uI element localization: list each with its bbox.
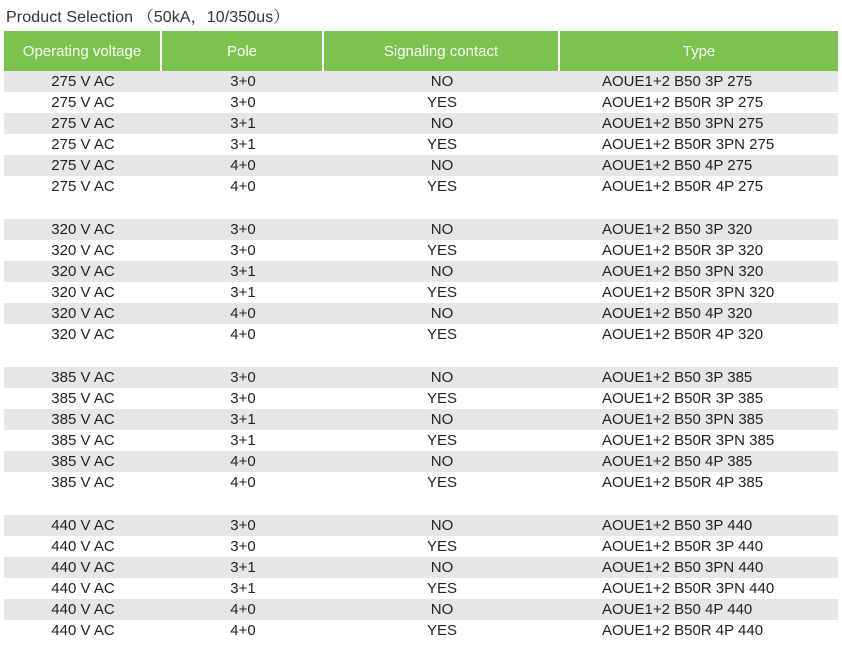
table-row (4, 430, 838, 451)
pole-cell: 3+1 (230, 411, 256, 428)
pole-cell: 3+0 (230, 390, 256, 407)
pole-cell: 4+0 (230, 326, 256, 343)
header-signaling-contact: Signaling contact (324, 31, 560, 71)
pole-cell: 3+0 (230, 94, 256, 111)
signaling-contact-cell: NO (430, 263, 454, 280)
table-row (4, 324, 838, 345)
page-title: Product Selection （50kA，10/350us） (6, 9, 290, 26)
table-row (4, 409, 838, 430)
signaling-contact-cell: YES (426, 94, 457, 111)
signaling-contact-cell: YES (426, 178, 457, 195)
type-cell: AOUE1+2 B50 4P 320 (602, 305, 753, 322)
table-row (4, 536, 838, 557)
voltage-cell: 275 V AC (51, 115, 115, 132)
signaling-contact-cell: NO (430, 305, 454, 322)
table-row (4, 388, 838, 409)
pole-cell: 3+1 (230, 115, 256, 132)
header-type: Type (560, 31, 838, 71)
voltage-cell: 320 V AC (51, 284, 115, 301)
table-row (4, 451, 838, 472)
type-cell: AOUE1+2 B50 3P 275 (602, 73, 753, 90)
pole-cell: 4+0 (230, 601, 256, 618)
voltage-cell: 385 V AC (51, 411, 115, 428)
table-row (4, 578, 838, 599)
voltage-cell: 275 V AC (51, 136, 115, 153)
table-row (4, 219, 838, 240)
type-cell: AOUE1+2 B50R 3P 320 (602, 242, 764, 259)
table-header (4, 31, 838, 71)
table-row (4, 155, 838, 176)
voltage-cell: 385 V AC (51, 390, 115, 407)
pole-cell: 4+0 (230, 305, 256, 322)
voltage-cell: 320 V AC (51, 326, 115, 343)
signaling-contact-cell: YES (426, 390, 457, 407)
type-cell: AOUE1+2 B50 4P 440 (602, 601, 753, 618)
voltage-cell: 320 V AC (51, 221, 115, 238)
type-cell: AOUE1+2 B50R 3PN 385 (602, 432, 775, 449)
type-cell: AOUE1+2 B50R 4P 440 (602, 622, 764, 639)
voltage-cell: 275 V AC (51, 178, 115, 195)
voltage-cell: 440 V AC (51, 580, 115, 597)
type-cell: AOUE1+2 B50R 4P 320 (602, 326, 764, 343)
pole-cell: 3+1 (230, 559, 256, 576)
table-row (4, 134, 838, 155)
voltage-cell: 275 V AC (51, 73, 115, 90)
header-pole: Pole (162, 31, 324, 71)
table-body (4, 71, 838, 641)
type-cell: AOUE1+2 B50 3PN 440 (602, 559, 764, 576)
header-operating-voltage: Operating voltage (4, 31, 162, 71)
signaling-contact-cell: YES (426, 242, 457, 259)
voltage-cell: 320 V AC (51, 263, 115, 280)
table-row (4, 71, 838, 92)
signaling-contact-cell: YES (426, 284, 457, 301)
pole-cell: 4+0 (230, 157, 256, 174)
signaling-contact-cell: NO (430, 157, 454, 174)
table-row (4, 92, 838, 113)
signaling-contact-cell: NO (430, 601, 454, 618)
group-spacer (4, 493, 838, 515)
voltage-cell: 275 V AC (51, 157, 115, 174)
type-cell: AOUE1+2 B50 3P 320 (602, 221, 753, 238)
voltage-cell: 320 V AC (51, 305, 115, 322)
voltage-cell: 385 V AC (51, 369, 115, 386)
signaling-contact-cell: NO (430, 411, 454, 428)
signaling-contact-cell: NO (430, 221, 454, 238)
group-spacer (4, 345, 838, 367)
pole-cell: 3+0 (230, 242, 256, 259)
signaling-contact-cell: NO (430, 453, 454, 470)
pole-cell: 3+0 (230, 517, 256, 534)
voltage-cell: 275 V AC (51, 94, 115, 111)
signaling-contact-cell: NO (430, 517, 454, 534)
signaling-contact-cell: YES (426, 326, 457, 343)
pole-cell: 3+0 (230, 369, 256, 386)
table-row (4, 472, 838, 493)
pole-cell: 4+0 (230, 178, 256, 195)
voltage-cell: 440 V AC (51, 601, 115, 618)
table-row (4, 113, 838, 134)
signaling-contact-cell: YES (426, 538, 457, 555)
type-cell: AOUE1+2 B50R 4P 275 (602, 178, 764, 195)
pole-cell: 3+1 (230, 263, 256, 280)
product-selection-table (4, 31, 838, 641)
voltage-cell: 385 V AC (51, 432, 115, 449)
pole-cell: 3+1 (230, 284, 256, 301)
table-row (4, 303, 838, 324)
table-row (4, 261, 838, 282)
pole-cell: 4+0 (230, 474, 256, 491)
type-cell: AOUE1+2 B50 4P 275 (602, 157, 753, 174)
type-cell: AOUE1+2 B50 4P 385 (602, 453, 753, 470)
voltage-cell: 440 V AC (51, 559, 115, 576)
voltage-cell: 320 V AC (51, 242, 115, 259)
signaling-contact-cell: YES (426, 136, 457, 153)
pole-cell: 3+0 (230, 73, 256, 90)
signaling-contact-cell: NO (430, 115, 454, 132)
type-cell: AOUE1+2 B50R 4P 385 (602, 474, 764, 491)
voltage-cell: 385 V AC (51, 474, 115, 491)
pole-cell: 3+1 (230, 580, 256, 597)
pole-cell: 3+1 (230, 136, 256, 153)
pole-cell: 3+0 (230, 538, 256, 555)
table-row (4, 176, 838, 197)
table-row (4, 240, 838, 261)
signaling-contact-cell: YES (426, 580, 457, 597)
type-cell: AOUE1+2 B50 3PN 320 (602, 263, 764, 280)
type-cell: AOUE1+2 B50 3PN 275 (602, 115, 764, 132)
voltage-cell: 385 V AC (51, 453, 115, 470)
type-cell: AOUE1+2 B50 3P 440 (602, 517, 753, 534)
signaling-contact-cell: NO (430, 73, 454, 90)
voltage-cell: 440 V AC (51, 622, 115, 639)
table-row (4, 282, 838, 303)
pole-cell: 4+0 (230, 622, 256, 639)
type-cell: AOUE1+2 B50R 3P 440 (602, 538, 764, 555)
pole-cell: 3+0 (230, 221, 256, 238)
type-cell: AOUE1+2 B50R 3PN 320 (602, 284, 775, 301)
signaling-contact-cell: YES (426, 432, 457, 449)
table-row (4, 620, 838, 641)
table-row (4, 367, 838, 388)
voltage-cell: 440 V AC (51, 538, 115, 555)
table-row (4, 515, 838, 536)
type-cell: AOUE1+2 B50 3PN 385 (602, 411, 764, 428)
type-cell: AOUE1+2 B50R 3P 385 (602, 390, 764, 407)
table-row (4, 557, 838, 578)
type-cell: AOUE1+2 B50R 3PN 275 (602, 136, 775, 153)
signaling-contact-cell: YES (426, 474, 457, 491)
table-row (4, 599, 838, 620)
type-cell: AOUE1+2 B50R 3PN 440 (602, 580, 775, 597)
type-cell: AOUE1+2 B50 3P 385 (602, 369, 753, 386)
pole-cell: 3+1 (230, 432, 256, 449)
signaling-contact-cell: NO (430, 369, 454, 386)
voltage-cell: 440 V AC (51, 517, 115, 534)
pole-cell: 4+0 (230, 453, 256, 470)
signaling-contact-cell: NO (430, 559, 454, 576)
group-spacer (4, 197, 838, 219)
type-cell: AOUE1+2 B50R 3P 275 (602, 94, 764, 111)
signaling-contact-cell: YES (426, 622, 457, 639)
